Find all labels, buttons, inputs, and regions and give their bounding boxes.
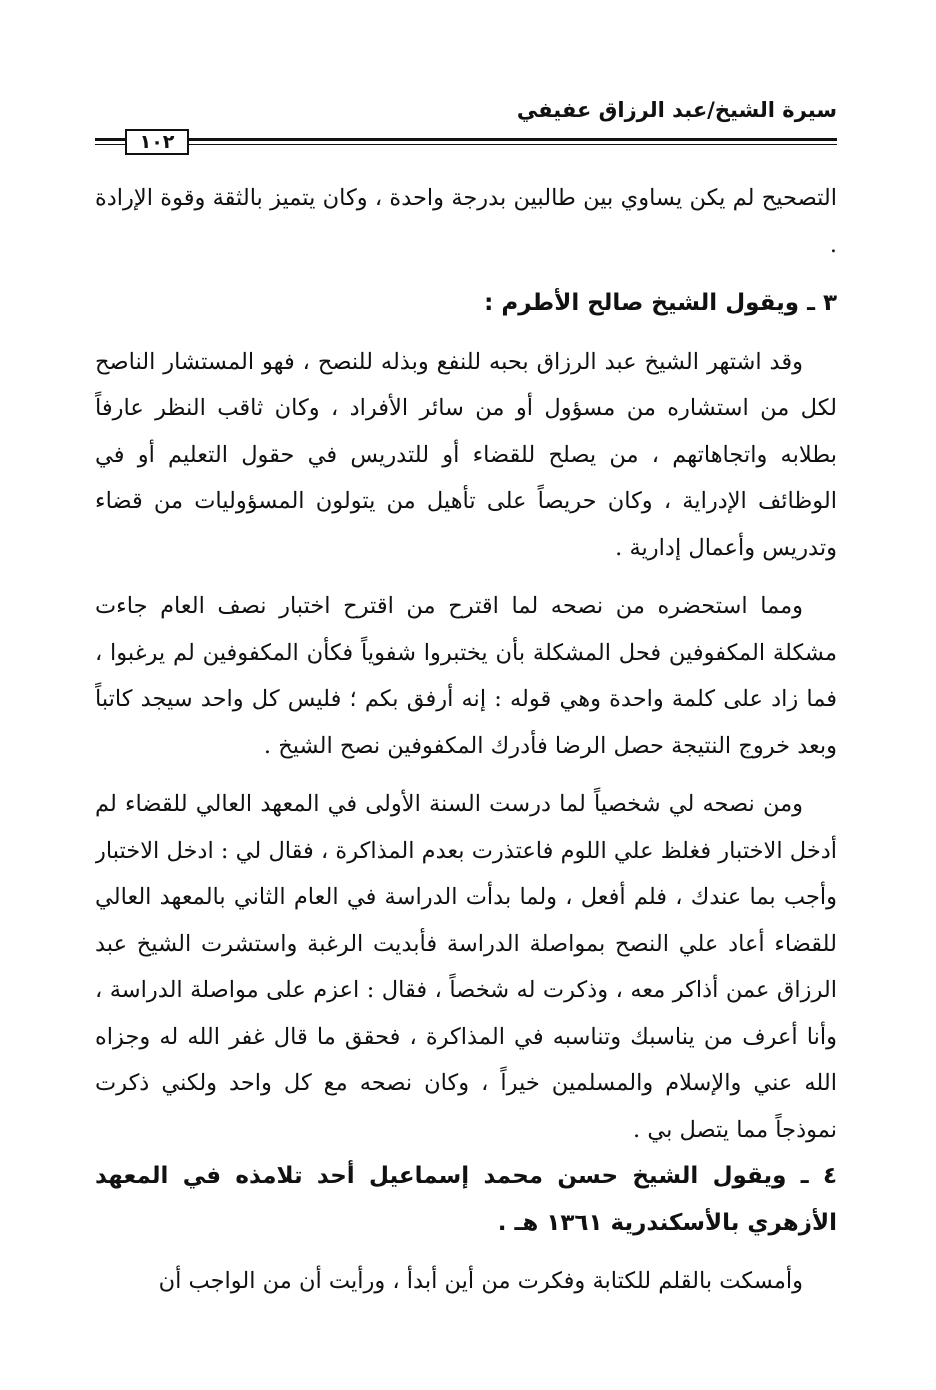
page-number: ١٠٢ [125,129,189,155]
paragraph-continuation: التصحيح لم يكن يساوي بين طالبين بدرجة واحدة ، وكان يتميز بالثقة وقوة الإرادة . [95,185,837,258]
section-heading-4: ٤ ـ ويقول الشيخ حسن محمد إسماعيل أحد تلامذه في المعهد الأزهري بالأسكندرية ١٣٦١ هـ . [95,1163,837,1236]
paragraph: ومن نصحه لي شخصياً لما درست السنة الأولى في المعهد العالي للقضاء لم أدخل الاختبار فغلظ علي اللوم فاعتذرت بعدم المذاكرة ، فقال لي : ادخل الاختبار وأجب بما عندك ، فلم أفعل ، ولما بدأت الدراسة في العام الثاني بالمعهد العالي للقضاء أعاد علي النصح بمواصلة الدراسة فأبديت الرغبة واستشرت الشيخ عبد الرزاق عمن أذاكر معه ، وذكرت له شخصاً ، فقال : اعزم على مواصلة الدراسة ، وأنا أعرف من يناسبك وتناسبه في المذاكرة ، فحقق ما قال غفر الله له وجزاه الله عني والإسلام والمسلمين خيراً ، وكان نصحه مع كل واحد ولكني ذكرت نموذجاً مما يتصل بي . [95,791,837,1143]
paragraph: وأمسكت بالقلم للكتابة وفكرت من أين أبدأ ، ورأيت أن من الواجب أن [158,1268,803,1294]
page-header [95,92,837,162]
header-rule [95,138,837,141]
paragraph: ومما استحضره من نصحه لما اقترح من اقترح اختبار نصف العام جاءت مشكلة المكفوفين فحل المشكلة بأن يختبروا شفوياً فكأن المكفوفين لم يرغبوا ، فما زاد على كلمة واحدة وهي قوله : إنه أرفق بكم ؛ فليس كل واحد سيجد كاتباً وبعد خروج النتيجة حصل الرضا فأدرك المكفوفين نصح الشيخ . [95,593,837,759]
header-rule-thin [95,144,837,145]
running-title: سيرة الشيخ/عبد الرزاق عفيفي [516,98,837,122]
page-body [95,175,837,1365]
paragraph: وقد اشتهر الشيخ عبد الرزاق بحبه للنفع وبذله للنصح ، فهو المستشار الناصح لكل من استشاره من مسؤول أو من سائر الأفراد ، وكان ثاقب النظر عارفاً بطلابه واتجاهاتهم ، من يصلح للقضاء أو للتدريس في حقول التعليم أو في الوظائف الإدراية ، وكان حريصاً على تأهيل من يتولون المسؤوليات من قضاء وتدريس وأعمال إدارية . [95,348,837,561]
section-heading-3: ٣ ـ ويقول الشيخ صالح الأطرم : [484,290,837,316]
